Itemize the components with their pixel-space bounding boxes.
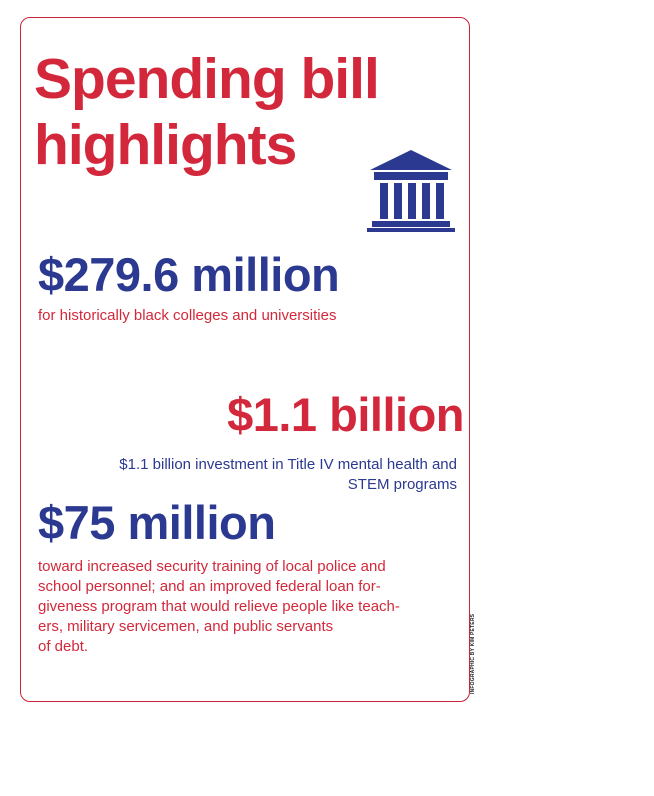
description-line: STEM programs	[347, 476, 457, 493]
description-line: giveness program that would relieve people like teach-	[38, 598, 400, 615]
government-building-icon	[366, 148, 456, 232]
description-line: of debt.	[38, 638, 89, 655]
highlight-amount-title-iv: $1.1 billion	[227, 388, 464, 441]
description-line: ers, military servicemen, and public servants	[38, 618, 334, 635]
highlight-amount-hbcu: $279.6 million	[38, 248, 340, 301]
infographic-credit: INFOGRAPHIC BY KIM PETERS	[470, 613, 476, 694]
description-line: school personnel; and an improved federal loan for-	[38, 578, 381, 595]
highlight-description-security	[38, 557, 468, 657]
title-line-1: Spending bill	[34, 47, 379, 111]
description-line: $1.1 billion investment in Title IV mental health and	[119, 456, 457, 473]
highlight-description-hbcu: for historically black colleges and universities	[38, 307, 337, 324]
highlight-description-title-iv	[57, 455, 457, 495]
title-line-2: highlights	[34, 113, 297, 177]
description-line: toward increased security training of local police and	[38, 558, 386, 575]
highlight-amount-security: $75 million	[38, 496, 276, 549]
